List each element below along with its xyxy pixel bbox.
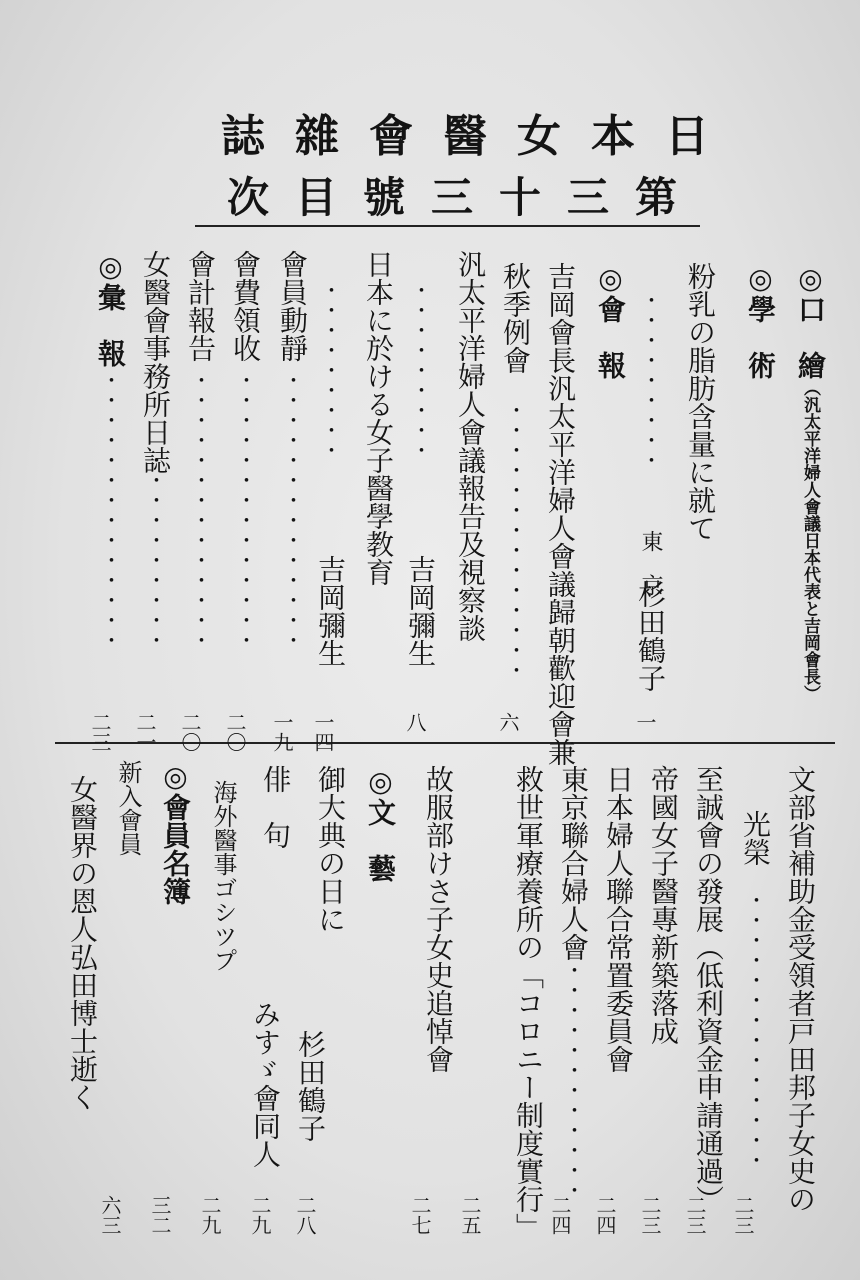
toc-gotaiten[interactable]: 御大典の日に xyxy=(314,765,347,933)
author-hokoku: 吉岡彌生 xyxy=(404,555,437,667)
toc-teikoku[interactable]: 帝國女子醫專新築落成 xyxy=(647,765,680,1045)
author-kyoiku: 吉岡彌生 xyxy=(314,555,347,667)
page-shiseikai: 二三 xyxy=(683,1195,707,1235)
toc-tokyorengo[interactable]: 東京聯合婦人會 xyxy=(557,765,590,961)
page-shinnyu: 三二 xyxy=(148,1195,172,1235)
author-haiku: みすゞ會同人 xyxy=(249,1000,282,1168)
page-doseki: 一九 xyxy=(270,712,294,752)
dots-doseki: ・・・・・・・・・・・・・・ xyxy=(280,370,304,650)
toc-onjin[interactable]: 女醫界の恩人弘田博士逝く xyxy=(66,775,99,1111)
issue-subtitle: 第三十三號目次 xyxy=(226,173,703,222)
toc-koei[interactable]: 光榮 xyxy=(739,810,772,866)
page-hokoku: 八 xyxy=(403,712,427,732)
page-kyoiku: 一四 xyxy=(311,712,335,752)
toc-kyusei[interactable]: 救世軍療養所の「コロニー制度實行」 xyxy=(512,765,545,1241)
toc-funnyu[interactable]: 粉乳の脂肪含量に就て xyxy=(684,262,717,542)
toc-haiku[interactable]: 俳 句 xyxy=(259,765,292,849)
author-gotaiten: 杉田鶴子 xyxy=(294,1030,327,1142)
page-kaikei: 二〇 xyxy=(178,712,202,752)
toc-ryoshu[interactable]: 會費領收 xyxy=(229,250,262,362)
top-rule xyxy=(195,225,700,227)
page-teikoku: 二三 xyxy=(638,1195,662,1235)
page-tokyorengo: 二四 xyxy=(548,1195,572,1235)
dots-shuki: ・・・・・・・・・・・・・・ xyxy=(503,400,527,680)
toc-tsuito[interactable]: 故服部けさ子女史追悼會 xyxy=(422,765,455,1073)
dots-tokyorengo: ・・・・・・・・・・・・ xyxy=(561,960,585,1200)
page-tsuito: 二七 xyxy=(408,1195,432,1235)
author-place-funnyu: 東 京 xyxy=(638,530,663,596)
toc-shuki[interactable]: 秋季例會 xyxy=(499,262,532,374)
page-nihonfujin: 二四 xyxy=(593,1195,617,1235)
page-funnyu: 一 xyxy=(633,712,657,732)
toc-doseki[interactable]: 會員動靜 xyxy=(276,250,309,362)
page-kaigai: 二九 xyxy=(198,1195,222,1235)
dots-kaikei: ・・・・・・・・・・・・・・ xyxy=(188,370,212,650)
page-nisshi: 二一 xyxy=(133,712,157,752)
author-funnyu: 杉田鶴子 xyxy=(634,580,667,692)
toc-kyoiku[interactable]: 日本に於ける女子醫學教育 xyxy=(362,250,395,586)
middle-rule xyxy=(55,742,835,744)
toc-kaikei[interactable]: 會計報告 xyxy=(184,250,217,362)
dots-hokoku: ・・・・・・・・・ xyxy=(408,280,432,460)
journal-title: 日本女醫會雜誌 xyxy=(221,111,739,162)
section-meibo: ◎會員名簿 xyxy=(159,760,192,905)
page-haiku: 二九 xyxy=(248,1195,272,1235)
dots-kyoiku: ・・・・・・・・・ xyxy=(318,280,342,460)
dots-koei: ・・・・・・・・・・・・・・ xyxy=(743,890,767,1170)
toc-nihonfujin[interactable]: 日本婦人聯合常置委員會 xyxy=(602,765,635,1073)
toc-shinnyu[interactable]: 新入會員 xyxy=(114,760,142,856)
page-kyusei: 二五 xyxy=(458,1195,482,1235)
dots-funnyu: ・・・・・・・・・ xyxy=(638,290,662,470)
dots-nisshi: ・・・・・・・・・・ xyxy=(143,450,167,650)
toc-hokoku[interactable]: 汎太平洋婦人會議報告及視察談 xyxy=(454,250,487,642)
section-gakujutsu: ◎學 術 xyxy=(744,262,777,379)
page-gotaiten: 二八 xyxy=(293,1195,317,1235)
toc-monbusho[interactable]: 文部省補助金受領者戸田邦子女史の xyxy=(784,765,817,1213)
toc-nisshi[interactable]: 女醫會事務所日誌 xyxy=(139,250,172,474)
dots-ihou: ・・・・・・・・・・・・・・ xyxy=(98,370,122,650)
toc-shiseikai[interactable]: 至誠會の發展（低利資金申請通過） xyxy=(692,765,725,1213)
toc-kaigai[interactable]: 海外醫事ゴシツプ xyxy=(209,780,237,972)
toc-kuchie[interactable]: ◎口 繪（汎太平洋婦人會議日本代表と吉岡會長） xyxy=(794,262,827,702)
page-onjin: 六三 xyxy=(98,1195,122,1235)
page-ihou: 二三 xyxy=(88,712,112,752)
section-kaiho: ◎會 報 xyxy=(594,262,627,379)
page-ryoshu: 二〇 xyxy=(223,712,247,752)
page-shuki: 六 xyxy=(496,712,520,732)
page-koei: 二三 xyxy=(731,1195,755,1235)
toc-kangei[interactable]: 吉岡會長汎太平洋婦人會議歸朝歡迎會兼 xyxy=(544,262,577,766)
section-bungei: ◎文 藝 xyxy=(364,765,397,882)
toc-ihou[interactable]: ◎彙 報 xyxy=(94,250,127,367)
dots-ryoshu: ・・・・・・・・・・・・・・ xyxy=(233,370,257,650)
